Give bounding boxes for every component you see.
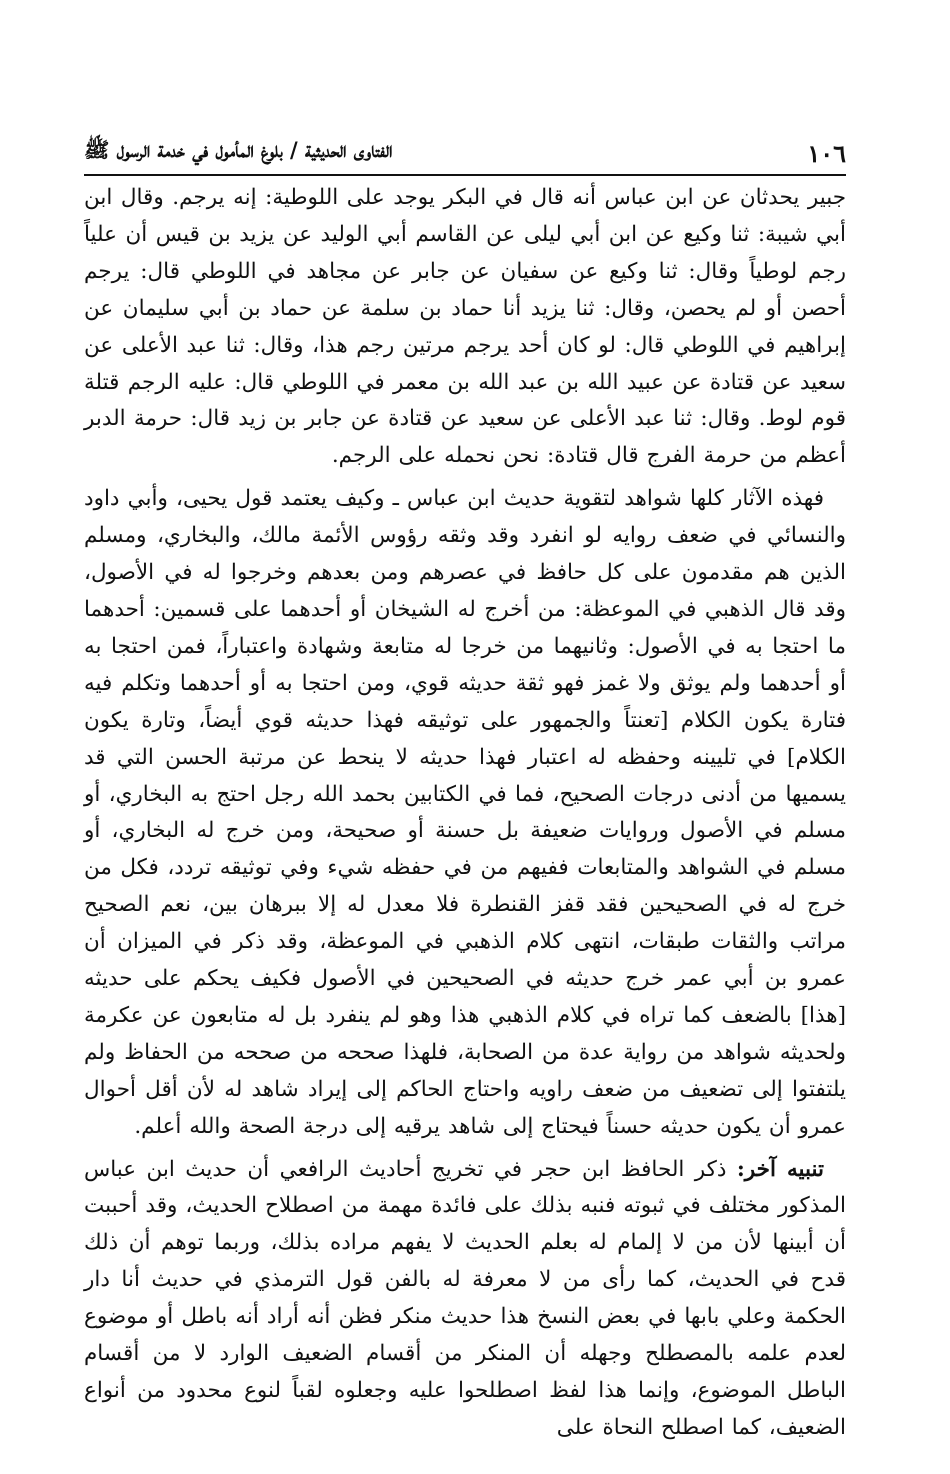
page <box>84 120 846 1453</box>
page-number: ١٠٦ <box>807 139 846 168</box>
paragraph-2: فهذه الآثار كلها شواهد لتقوية حديث ابن عباس ـ وكيف يعتمد قول يحيى، وأبي داود والنسائي في ضعف روايه لو انفرد وقد وثقه رؤوس الأئمة مالك، والبخاري، ومسلم الذين هم مقدمون على كل حافظ في عصرهم ومن بعدهم وخرجوا له في الأصول، وقد قال الذهبي في الموعظة: من أخرج له الشيخان أو أحدهما على قسمين: أحدهما ما احتجا به في الأصول: وثانيهما من خرجا له متابعة وشهادة واعتباراً، فمن احتجا به أو أحدهما ولم يوثق ولا غمز فهو ثقة حديثه قوي، ومن احتجا به أو أحدهما وتكلم فيه فتارة يكون الكلام [تعنتاً والجمهور على توثيقه فهذا حديثه قوي أيضاً، وتارة يكون الكلام] في تليينه وحفظه له اعتبار فهذا حديثه لا ينحط عن مرتبة الحسن التي قد يسميها من أدنى درجات الصحيح، فما في الكتابين بحمد الله رجل احتج به البخاري، أو مسلم في الأصول وروايات ضعيفة بل حسنة أو صحيحة، ومن خرج له البخاري، أو مسلم في الشواهد والمتابعات ففيهم من في حفظه شيء وفي توثيقه تردد، فكل من خرج له في الصحيحين فقد قفز القنطرة فلا معدل له إلا ببرهان بين، نعم الصحيح مراتب والثقات طبقات، انتهى كلام الذهبي في الموعظة، وقد ذكر في الميزان أن عمرو بن أبي عمر خرج حديثه في الصحيحين في الأصول فكيف يحكم على حديثه [هذا] بالضعف كما تراه في كلام الذهبي هذا وهو لم ينفرد بل له متابعون عن عكرمة ولحديثه شواهد من رواية عدة من الصحابة، فلهذا صححه من صححه من الحفاظ ولم يلتفتوا إلى تضعيف من ضعف راويه واحتاج الحاكم إلى إيراد شاهد له لأن أقل أحوال عمرو أن يكون حديثه حسناً فيحتاج إلى شاهد يرقيه إلى درجة الصحة والله أعلم. <box>84 486 846 1139</box>
paragraph-3 <box>84 1152 846 1447</box>
page-header <box>84 120 846 176</box>
running-title: الفتاوى الحديثية / بلوغ المأمول في خدمة الرسول ﷺ <box>84 137 393 162</box>
paragraph-3-lead: تنبيه آخر: <box>736 1156 824 1182</box>
paragraph-3-text: ذكر الحافظ ابن حجر في تخريج أحاديث الرافعي أن حديث ابن عباس المذكور مختلف في ثبوته فنبه بذلك على فائدة مهمة من اصطلاح الحديث، وقد أحببت أن أبينها لأن من لا إلمام له بعلم الحديث لا يفهم مراده بذلك، وربما توهم أن ذلك قدح في الحديث، كما رأى من لا معرفة له بالفن قول الترمذي في حديث أنا دار الحكمة وعلي بابها في بعض النسخ هذا حديث منكر فظن أنه أراد أنه باطل أو موضوع لعدم علمه بالمصطلح وجهله أن المنكر من أقسام الضعيف الوارد لا من أقسام الباطل الموضوع، وإنما هذا لفظ اصطلحوا عليه وجعلوه لقباً لنوع محدود من أنواع الضعيف، كما اصطلح النحاة على <box>84 1156 846 1440</box>
paragraph-1: جبير يحدثان عن ابن عباس أنه قال في البكر يوجد على اللوطية: إنه يرجم. وقال ابن أبي شيبة: ثنا وكيع عن ابن أبي ليلى عن القاسم أبي الوليد عن يزيد بن قيس أن علياً رجم لوطياً وقال: ثنا وكيع عن سفيان عن جابر عن مجاهد في اللوطي قال: يرجم أحصن أو لم يحصن، وقال: ثنا يزيد أنا حماد بن سلمة عن حماد بن أبي سليمان عن إبراهيم في اللوطي قال: لو كان أحد يرجم مرتين رجم هذا، وقال: ثنا عبد الأعلى عن سعيد عن قتادة عن عبيد الله بن عبد الله بن معمر في اللوطي قال: عليه الرجم قتلة قوم لوط. وقال: ثنا عبد الأعلى عن سعيد عن قتادة عن جابر بن زيد قال: حرمة الدبر أعظم من حرمة الفرج قال قتادة: نحن نحمله على الرجم. <box>84 185 846 469</box>
body-text <box>84 176 846 1447</box>
